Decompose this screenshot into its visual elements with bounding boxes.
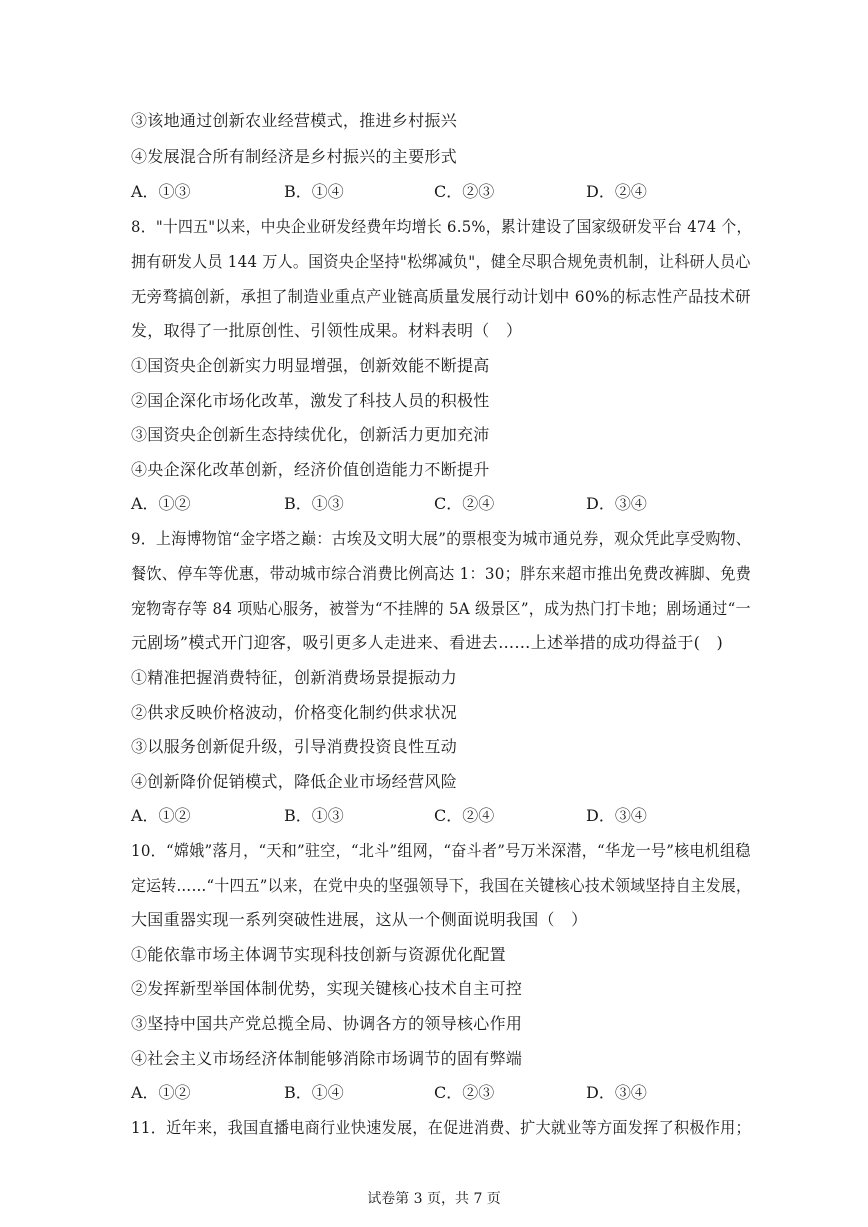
q10-option-d[interactable]: D．③④ [586, 1083, 647, 1102]
q7-statement-3: ③该地通过创新农业经营模式，推进乡村振兴 [131, 111, 458, 130]
q10-option-b[interactable]: B．①④ [284, 1083, 344, 1102]
q9-stem-line-4: 元剧场”模式开门迎客，吸引更多人走进来、看进去……上述举措的成功得益于( ) [131, 633, 724, 652]
q8-stem-line-3: 无旁骛搞创新，承担了制造业重点产业链高质量发展行动计划中 60%的标志性产品技术研 [131, 287, 751, 306]
q8-stem-line-2: 拥有研发人员 144 万人。国资央企坚持"松绑减负"，健全尽职合规免责机制，让科研人员心 [131, 252, 751, 271]
q8-options [131, 494, 751, 514]
q10-statement-3: ③坚持中国共产党总揽全局、协调各方的领导核心作用 [131, 1014, 523, 1033]
q9-statement-4: ④创新降价促销模式，降低企业市场经营风险 [131, 772, 458, 791]
q10-option-a[interactable]: A．①② [131, 1083, 191, 1102]
q10-statement-1: ①能依靠市场主体调节实现科技创新与资源优化配置 [131, 945, 506, 964]
q7-options [131, 182, 751, 202]
q7-option-c[interactable]: C．②③ [434, 182, 495, 201]
q8-statement-4: ④央企深化改革创新，经济价值创造能力不断提升 [131, 460, 490, 479]
q9-stem-line-1: 9．上海博物馆“金字塔之巅：古埃及文明大展”的票根变为城市通兑券，观众凭此享受购物、 [131, 529, 752, 548]
q10-stem-line-3: 大国重器实现一系列突破性进展，这从一个侧面说明我国（ ） [131, 910, 588, 929]
q10-option-c[interactable]: C．②③ [434, 1083, 495, 1102]
q9-option-b[interactable]: B．①③ [284, 806, 344, 825]
q8-option-b[interactable]: B．①③ [284, 494, 344, 513]
q10-stem-line-2: 定运转……“十四五”以来，在党中央的坚强领导下，我国在关键核心技术领域坚持自主发展， [131, 876, 752, 895]
q7-statement-4: ④发展混合所有制经济是乡村振兴的主要形式 [131, 147, 458, 166]
q10-statement-4: ④社会主义市场经济体制能够消除市场调节的固有弊端 [131, 1049, 523, 1068]
q11-stem-line-1: 11．近年来，我国直播电商行业快速发展，在促进消费、扩大就业等方面发挥了积极作用； [131, 1118, 751, 1137]
q10-stem-line-1: 10．“嫦娥”落月，“天和”驻空，“北斗”组网，“奋斗者”号万米深潜，“华龙一号”核电机组稳 [131, 841, 751, 860]
q9-options [131, 806, 751, 826]
q9-statement-3: ③以服务创新促升级，引导消费投资良性互动 [131, 737, 458, 756]
q9-stem-line-2: 餐饮、停车等优惠，带动城市综合消费比例高达 1：30；胖东来超市推出免费改裤脚、免费 [131, 564, 752, 583]
q7-option-d[interactable]: D．②④ [586, 182, 647, 201]
q9-option-d[interactable]: D．③④ [586, 806, 647, 825]
q8-option-a[interactable]: A．①② [131, 494, 191, 513]
q10-statement-2: ②发挥新型举国体制优势，实现关键核心技术自主可控 [131, 979, 523, 998]
q9-stem-line-3: 宠物寄存等 84 项贴心服务，被誉为“不挂牌的 5A 级景区”，成为热门打卡地；剧场通过“一 [131, 599, 751, 618]
q8-statement-3: ③国资央企创新生态持续优化，创新活力更加充沛 [131, 425, 490, 444]
q9-option-a[interactable]: A．①② [131, 806, 191, 825]
q8-option-c[interactable]: C．②④ [434, 494, 495, 513]
page-footer: 试卷第 3 页，共 7 页 [367, 1191, 501, 1207]
q8-option-d[interactable]: D．③④ [586, 494, 647, 513]
q8-statement-1: ①国资央企创新实力明显增强，创新效能不断提高 [131, 356, 490, 375]
q10-options [131, 1083, 751, 1103]
q8-stem-line-1: 8．"十四五"以来，中央企业研发经费年均增长 6.5%，累计建设了国家级研发平台 474 个， [131, 217, 752, 236]
q9-option-c[interactable]: C．②④ [434, 806, 495, 825]
q8-stem-line-4: 发，取得了一批原创性、引领性成果。材料表明（ ） [131, 321, 523, 340]
q9-statement-2: ②供求反映价格波动，价格变化制约供求状况 [131, 703, 458, 722]
q8-statement-2: ②国企深化市场化改革，激发了科技人员的积极性 [131, 391, 490, 410]
q9-statement-1: ①精准把握消费特征，创新消费场景提振动力 [131, 668, 458, 687]
q7-option-a[interactable]: A．①③ [131, 182, 191, 201]
q7-option-b[interactable]: B．①④ [284, 182, 344, 201]
